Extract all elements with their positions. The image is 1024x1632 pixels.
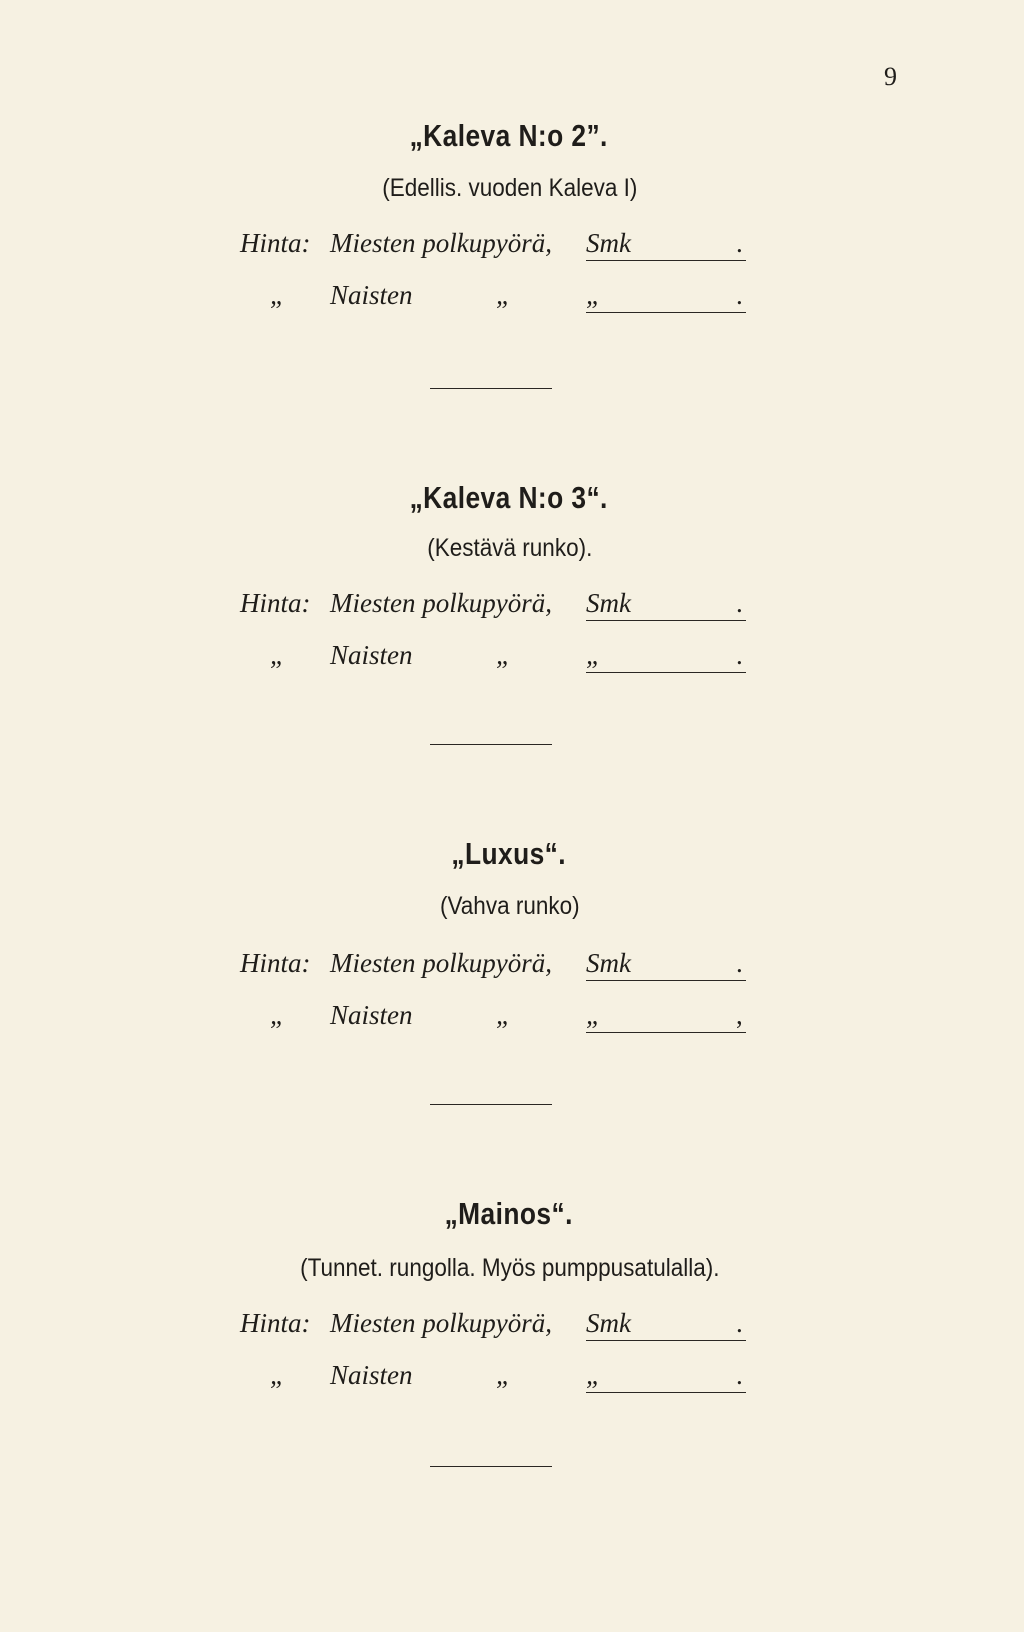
price-blank-line [586,260,746,261]
price-blank-line [586,980,746,981]
bicycle-kind: Miesten polkupyörä, [330,1308,552,1338]
currency-ditto-mark: „ [586,1000,602,1030]
price-row-women [0,640,1024,680]
ditto-mark: „ [270,1000,286,1030]
section-divider [430,1104,552,1105]
currency-unit: Smk [586,948,631,978]
currency-unit: Smk [586,228,631,258]
ditto-mark: „ [496,640,512,670]
bicycle-kind: Naisten [330,280,413,310]
ditto-mark: „ [496,1000,512,1030]
bicycle-kind: Naisten [330,1360,413,1390]
row-end-mark: . [736,948,743,978]
bicycle-kind: Naisten [330,640,413,670]
currency-ditto-mark: „ [586,1360,602,1390]
bicycle-kind: Miesten polkupyörä, [330,588,552,618]
bicycle-kind: Miesten polkupyörä, [330,948,552,978]
section-title: „Luxus“. [451,836,567,871]
ditto-mark: „ [496,280,512,310]
currency-ditto-mark: „ [586,280,602,310]
price-label: Hinta: [240,588,311,618]
row-end-mark: , [736,1000,743,1030]
price-blank-line [586,672,746,673]
ditto-mark: „ [496,1360,512,1390]
currency-unit: Smk [586,588,631,618]
section-divider [430,1466,552,1467]
section-subtitle: (Kestävä runko). [427,534,593,562]
price-row-women [0,1360,1024,1400]
section-subtitle: (Vahva runko) [439,892,580,920]
price-blank-line [586,620,746,621]
price-label: Hinta: [240,948,311,978]
price-row-women [0,1000,1024,1040]
price-blank-line [586,1340,746,1341]
ditto-mark: „ [270,640,286,670]
section-subtitle: (Tunnet. rungolla. Myös pumppusatulalla). [300,1254,720,1282]
price-blank-line [586,1032,746,1033]
row-end-mark: . [736,588,743,618]
section-title: „Kaleva N:o 2”. [409,118,608,153]
ditto-mark: „ [270,1360,286,1390]
row-end-mark: . [736,640,743,670]
page-number: 9 [884,62,897,91]
price-label: Hinta: [240,1308,311,1338]
price-label: Hinta: [240,228,311,258]
row-end-mark: . [736,228,743,258]
section-divider [430,744,552,745]
row-end-mark: . [736,280,743,310]
price-row-men [0,948,1024,988]
section-subtitle: (Edellis. vuoden Kaleva I) [382,174,638,202]
price-row-men [0,1308,1024,1348]
row-end-mark: . [736,1308,743,1338]
row-end-mark: . [736,1360,743,1390]
price-row-men [0,588,1024,628]
ditto-mark: „ [270,280,286,310]
price-blank-line [586,312,746,313]
section-title: „Mainos“. [444,1196,573,1231]
bicycle-kind: Miesten polkupyörä, [330,228,552,258]
price-row-men [0,228,1024,268]
price-blank-line [586,1392,746,1393]
currency-unit: Smk [586,1308,631,1338]
currency-ditto-mark: „ [586,640,602,670]
section-title: „Kaleva N:o 3“. [409,480,608,515]
bicycle-kind: Naisten [330,1000,413,1030]
section-divider [430,388,552,389]
price-row-women [0,280,1024,320]
